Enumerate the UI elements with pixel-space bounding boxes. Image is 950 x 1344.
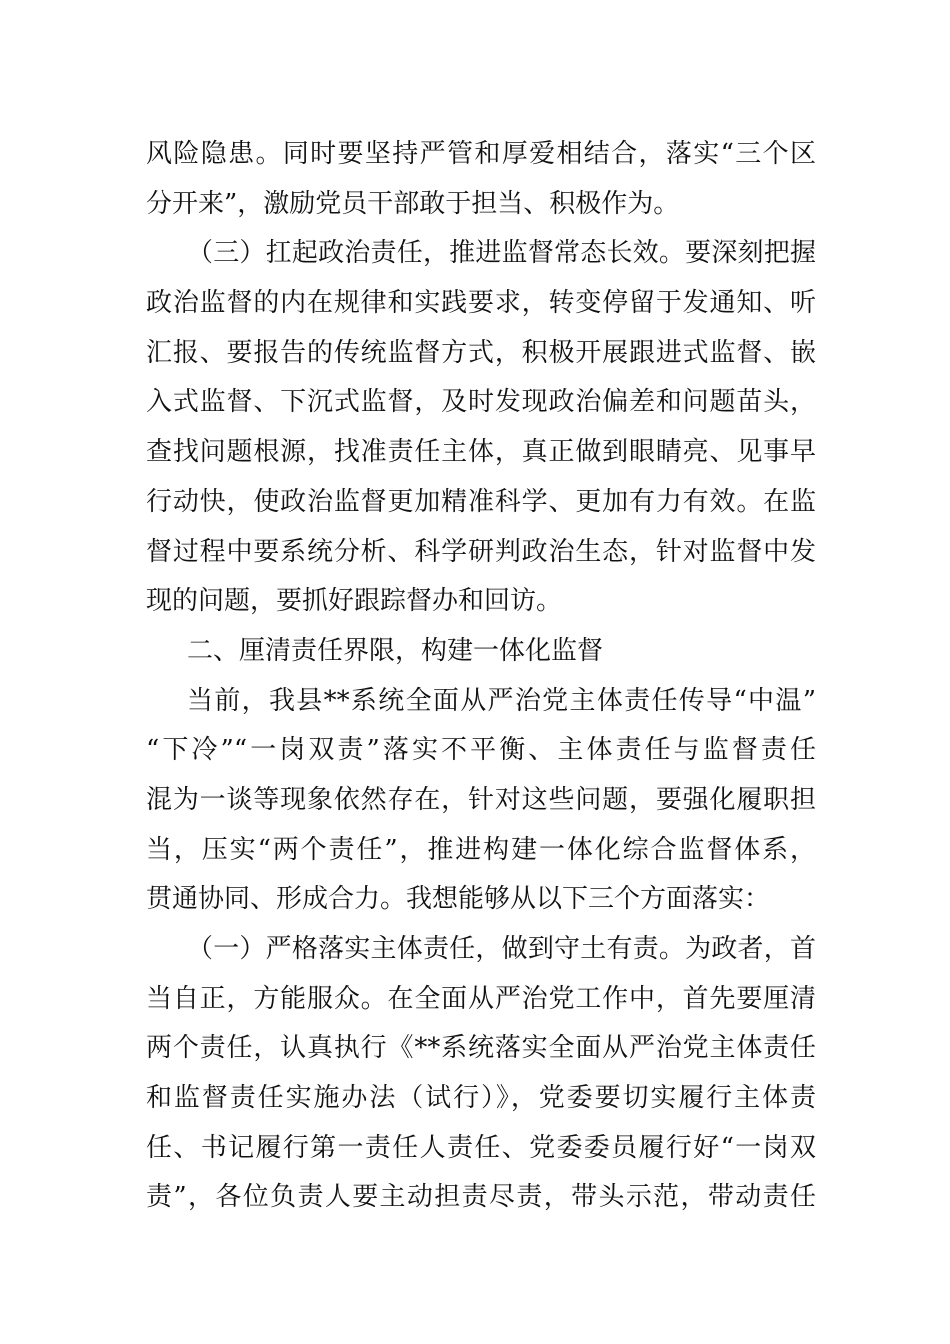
text-line: 当自正，方能服众。在全面从严治党工作中，首先要厘清 bbox=[146, 983, 816, 1014]
text-line: 入式监督、下沉式监督，及时发现政治偏差和问题苗头， bbox=[146, 387, 816, 418]
text-line: 督过程中要系统分析、科学研判政治生态，针对监督中发 bbox=[146, 536, 816, 567]
text-line: “下冷”“一岗双责”落实不平衡、主体责任与监督责任 bbox=[146, 735, 816, 766]
text-line: 行动快，使政治监督更加精准科学、更加有力有效。在监 bbox=[146, 486, 816, 517]
section-heading: 二、厘清责任界限，构建一体化监督 bbox=[187, 635, 604, 666]
text-line: 风险隐患。同时要坚持严管和厚爱相结合，落实“三个区 bbox=[146, 139, 816, 169]
text-line: 当前，我县**系统全面从严治党主体责任传导“中温” bbox=[187, 685, 816, 716]
text-line: 查找问题根源，找准责任主体，真正做到眼睛亮、见事早 bbox=[146, 437, 816, 468]
body-text bbox=[146, 130, 816, 1223]
text-line: 汇报、要报告的传统监督方式，积极开展跟进式监督、嵌 bbox=[146, 337, 816, 368]
text-line: 责”，各位负责人要主动担责尽责，带头示范，带动责任 bbox=[146, 1182, 816, 1213]
subsection-heading-line: （一）严格落实主体责任，做到守土有责。为政者，首 bbox=[187, 934, 816, 964]
text-line: 任、书记履行第一责任人责任、党委委员履行好“一岗双 bbox=[146, 1132, 816, 1163]
text-line: 分开来”，激励党员干部敢于担当、积极作为。 bbox=[146, 188, 680, 219]
subsection-heading-line: （三）扛起政治责任，推进监督常态长效。要深刻把握 bbox=[187, 238, 816, 269]
text-line: 政治监督的内在规律和实践要求，转变停留于发通知、听 bbox=[146, 288, 816, 319]
text-line: 混为一谈等现象依然存在，针对这些问题，要强化履职担 bbox=[146, 784, 816, 815]
text-line: 和监督责任实施办法（试行）》，党委要切实履行主体责 bbox=[146, 1083, 816, 1114]
text-line: 现的问题，要抓好跟踪督办和回访。 bbox=[146, 586, 563, 617]
text-line: 两个责任，认真执行《**系统落实全面从严治党主体责任 bbox=[146, 1033, 816, 1064]
text-line: 当，压实“两个责任”，推进构建一体化综合监督体系， bbox=[146, 834, 816, 865]
text-line: 贯通协同、形成合力。我想能够从以下三个方面落实： bbox=[146, 884, 771, 915]
